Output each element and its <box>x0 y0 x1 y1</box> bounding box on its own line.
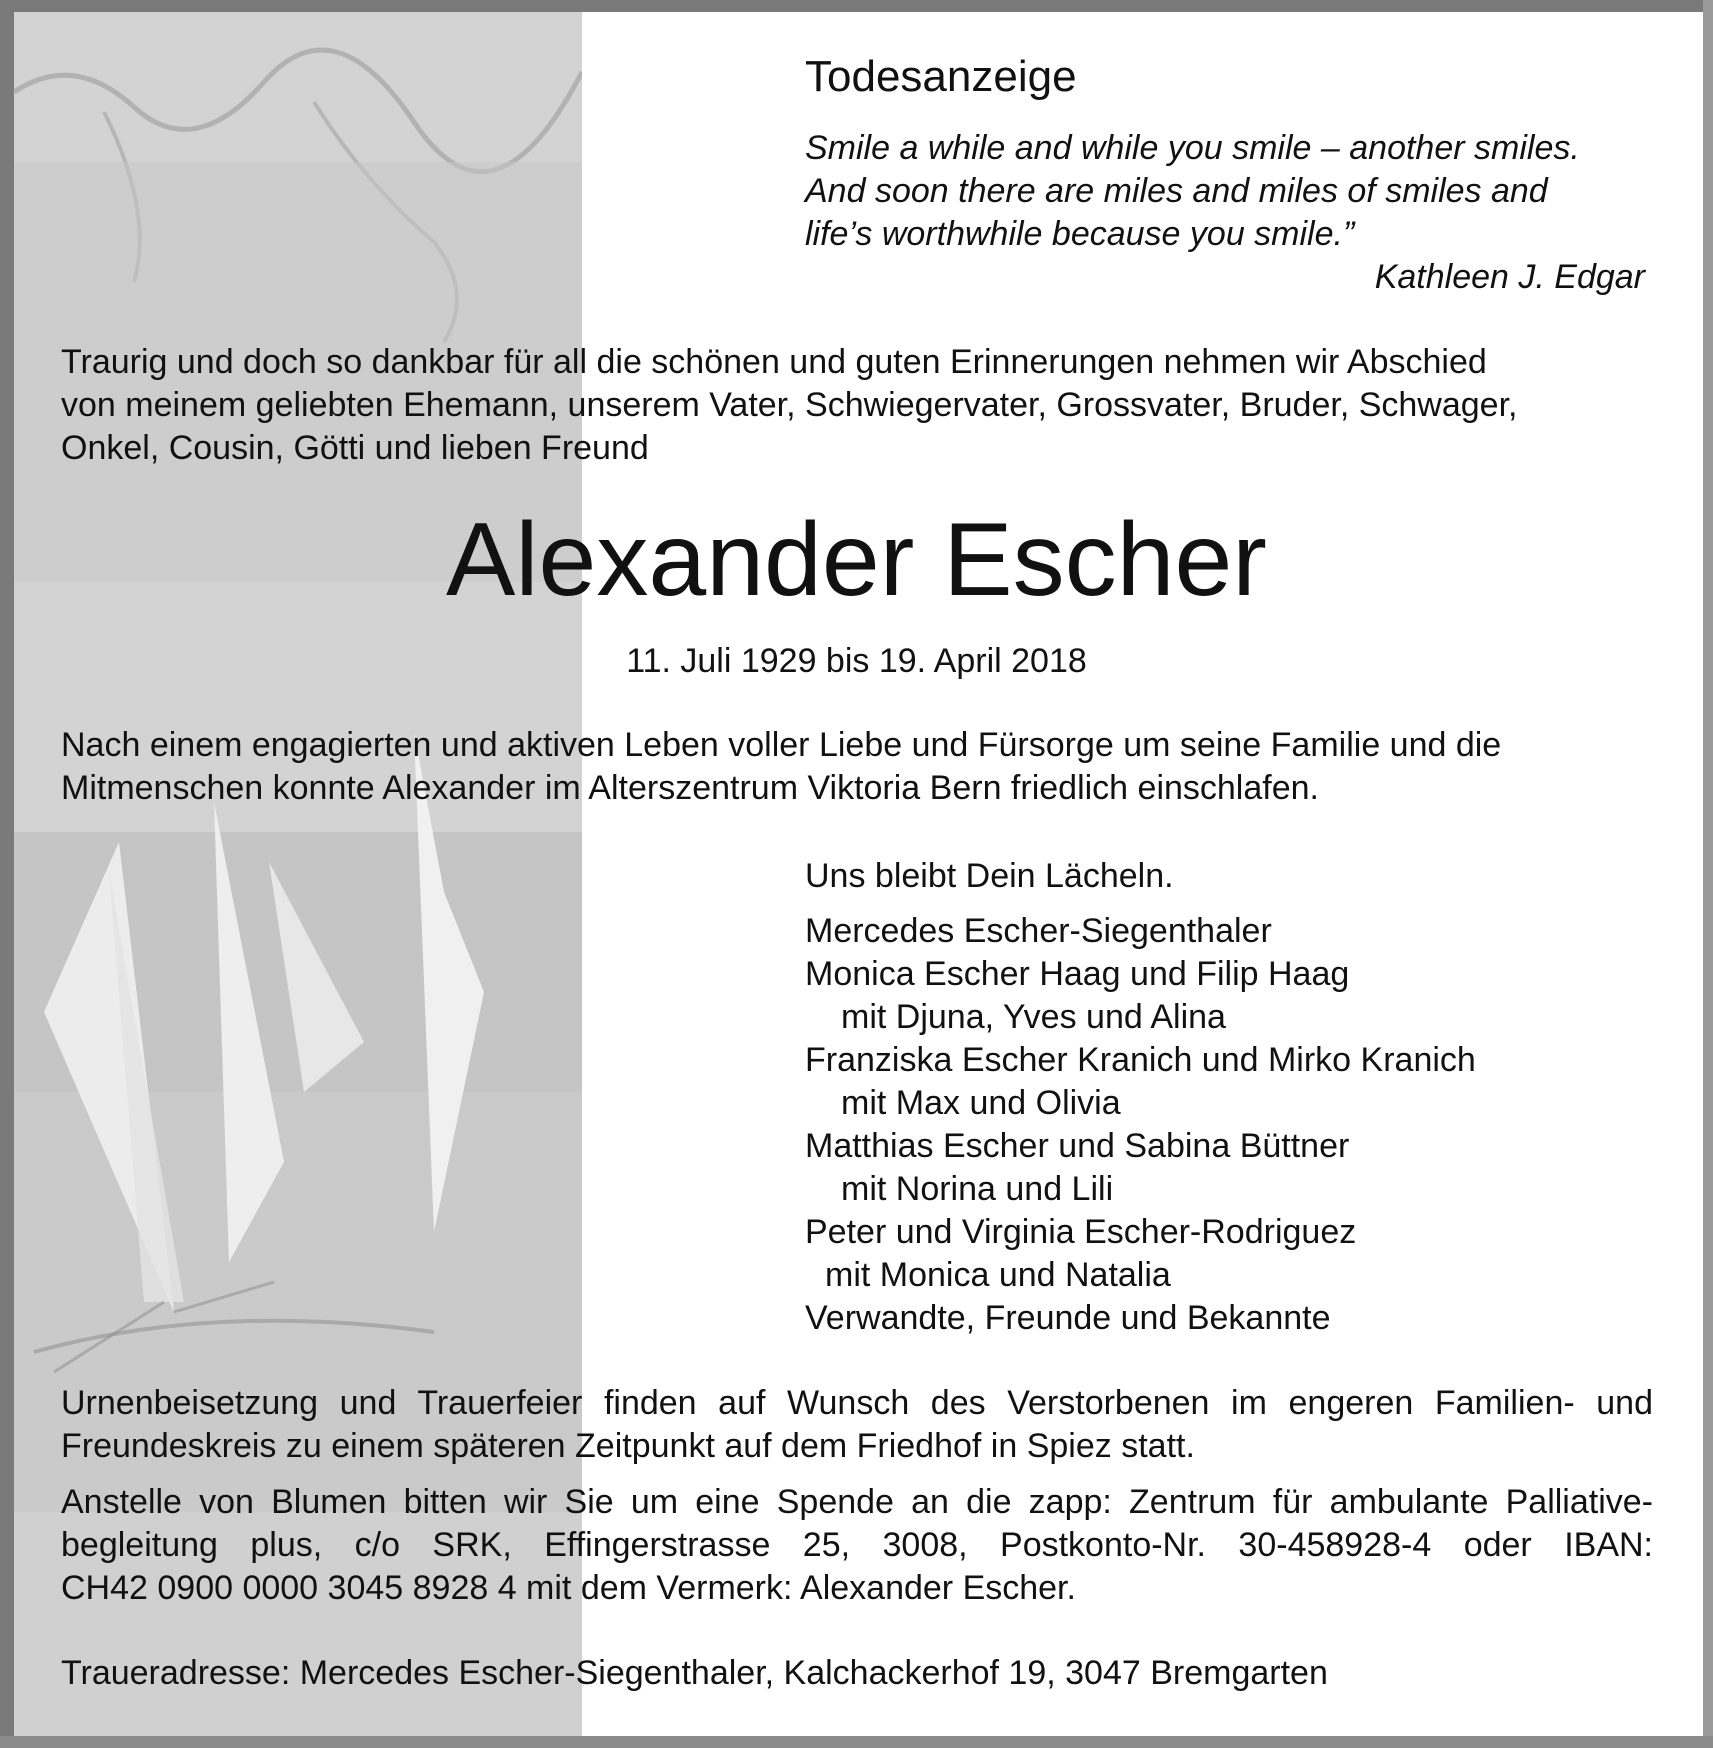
mourner-children: mit Monica und Natalia <box>825 1256 1171 1294</box>
intro-line: Onkel, Cousin, Götti und lieben Freund <box>61 429 649 467</box>
donation-line: begleitung plus, c/o SRK, Effingerstrasse 25, 3008, Postkonto-Nr. 30-458928-4 oder IBAN: <box>61 1526 1653 1564</box>
mourner-entry: Matthias Escher und Sabina Büttner <box>805 1127 1350 1165</box>
frame-top-border <box>0 0 1713 12</box>
intro-line: von meinem geliebten Ehemann, unserem Vater, Schwiegervater, Grossvater, Bruder, Schwager, <box>61 386 1518 424</box>
passage-line: Nach einem engagierten und aktiven Leben voller Liebe und Fürsorge um seine Familie und die <box>61 726 1502 764</box>
motto: Uns bleibt Dein Lächeln. <box>805 857 1174 895</box>
mourner-entry: Peter und Virginia Escher-Rodriguez <box>805 1213 1357 1251</box>
donation-line: CH42 0900 0000 3045 8928 4 mit dem Vermerk: Alexander Escher. <box>61 1569 1076 1607</box>
background-sailboat-painting <box>14 12 582 1736</box>
donation-line: Anstelle von Blumen bitten wir Sie um eine Spende an die zapp: Zentrum für ambulante Palliative- <box>61 1483 1653 1521</box>
quote-block <box>805 127 1580 256</box>
frame-bottom-border <box>0 1736 1713 1748</box>
passage-line: Mitmenschen konnte Alexander im Alterszentrum Viktoria Bern friedlich einschlafen. <box>61 769 1319 807</box>
burial-paragraph: Urnenbeisetzung und Trauerfeier finden auf Wunsch des Verstorbenen im engeren Familien- und Freundeskreis zu einem späteren Zeitpunkt auf dem Friedhof in Spiez statt. <box>61 1384 1653 1465</box>
mourners-list <box>805 910 1476 1340</box>
notice-heading: Todesanzeige <box>805 52 1077 101</box>
frame-right-border <box>1703 0 1713 1748</box>
mourner-entry: Franziska Escher Kranich und Mirko Kranich <box>805 1041 1476 1079</box>
mourner-children: mit Norina und Lili <box>841 1170 1114 1208</box>
life-dates: 11. Juli 1929 bis 19. April 2018 <box>626 642 1087 680</box>
intro-paragraph <box>61 341 1653 470</box>
frame-left-border <box>0 0 14 1748</box>
sailboat-painting-image <box>14 12 582 1736</box>
quote-line: And soon there are miles and miles of smiles and <box>805 172 1548 210</box>
mourner-entry: Mercedes Escher-Siegenthaler <box>805 912 1272 950</box>
quote-line: Smile a while and while you smile – another smiles. <box>805 129 1580 167</box>
passage-paragraph <box>61 724 1653 810</box>
deceased-name: Alexander Escher <box>446 502 1267 618</box>
mourner-entry: Verwandte, Freunde und Bekannte <box>805 1299 1331 1337</box>
quote-author: Kathleen J. Edgar <box>1374 258 1645 296</box>
donation-paragraph <box>61 1481 1653 1610</box>
mourner-children: mit Djuna, Yves und Alina <box>841 998 1226 1036</box>
intro-line: Traurig und doch so dankbar für all die schönen und guten Erinnerungen nehmen wir Abschied <box>61 343 1487 381</box>
quote-line: life’s worthwhile because you smile.” <box>805 215 1355 253</box>
mourner-entry: Monica Escher Haag und Filip Haag <box>805 955 1350 993</box>
mourning-address: Traueradresse: Mercedes Escher-Siegenthaler, Kalchackerhof 19, 3047 Bremgarten <box>61 1654 1328 1692</box>
mourner-children: mit Max und Olivia <box>841 1084 1121 1122</box>
